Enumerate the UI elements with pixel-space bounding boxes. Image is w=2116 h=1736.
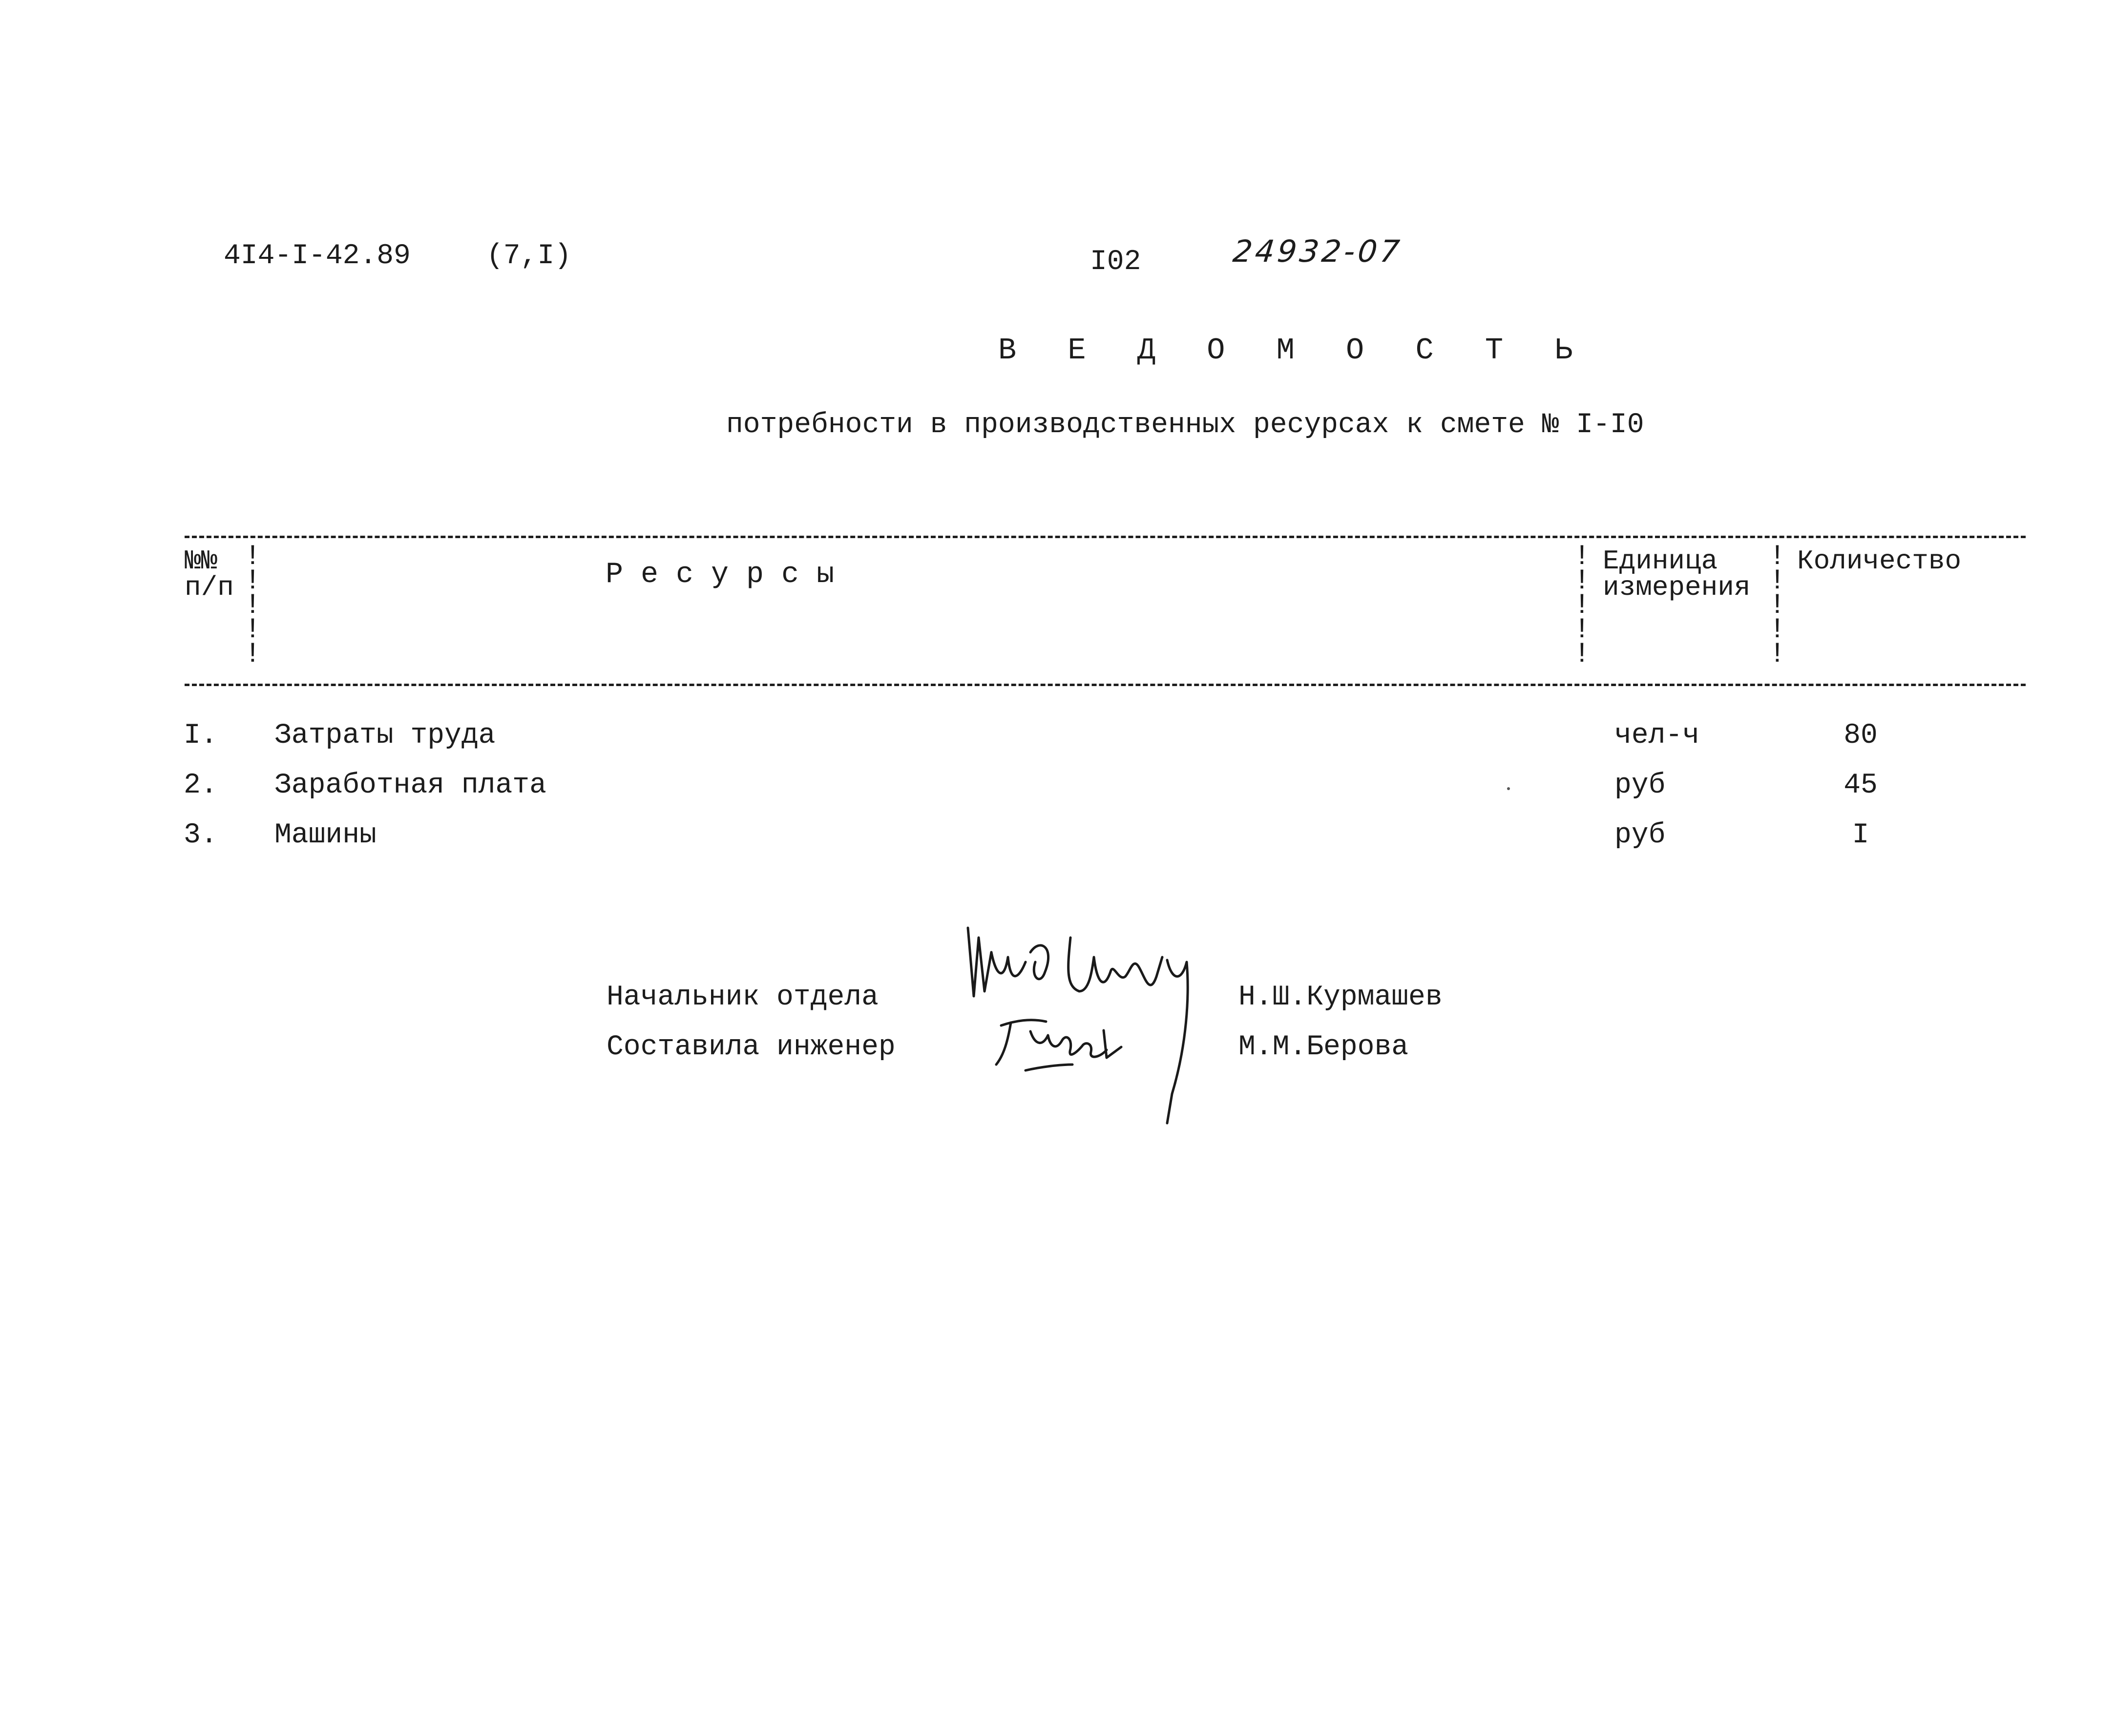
column-separator-1: ! ! ! ! ! <box>244 541 261 670</box>
row-1-name: Затраты труда <box>274 720 496 752</box>
head-of-department-label: Начальник отдела <box>607 982 879 1013</box>
document-code: 4I4-I-42.89 <box>224 240 411 272</box>
column-header-number-line2: п/п <box>185 572 234 603</box>
compiler-name: М.М.Берова <box>1238 1031 1409 1063</box>
table-header-rule <box>185 684 2026 686</box>
handwritten-signatures <box>957 918 1231 1143</box>
column-header-resources: Р е с у р с ы <box>606 558 835 591</box>
row-3-name: Машины <box>274 819 377 851</box>
head-of-department-name: Н.Ш.Курмашев <box>1238 982 1443 1013</box>
column-header-unit-line2: измерения <box>1603 572 1751 603</box>
row-2-number: 2. <box>184 770 218 801</box>
row-2-quantity: 45 <box>1844 770 1878 801</box>
column-separator-3: ! ! ! ! ! <box>1769 541 1786 670</box>
scan-speck <box>1507 787 1510 790</box>
table-top-rule <box>185 536 2026 538</box>
document-title-text: В Е Д О М О С Т Ь <box>998 333 1590 368</box>
column-header-quantity: Количество <box>1797 545 1962 577</box>
compiler-label: Составила инженер <box>607 1031 896 1063</box>
row-1-unit: чел-ч <box>1614 720 1700 752</box>
column-separator-2: ! ! ! ! ! <box>1573 541 1591 670</box>
row-3-quantity: I <box>1852 819 1869 851</box>
row-3-unit: руб <box>1614 819 1666 851</box>
column-header-number-line1: №№ <box>185 545 218 577</box>
document-subtitle: потребности в производственных ресурсах к смете № I-I0 <box>726 409 1644 441</box>
row-2-unit: руб <box>1614 770 1666 801</box>
handwritten-number: 24932-07 <box>1231 233 1404 269</box>
column-header-unit-line1: Единица <box>1603 545 1718 577</box>
row-3-number: 3. <box>184 819 218 851</box>
row-1-number: I. <box>184 720 218 752</box>
page-number: I02 <box>1090 246 1141 278</box>
row-2-name: Заработная плата <box>274 770 546 801</box>
row-1-quantity: 80 <box>1844 720 1878 752</box>
sheet-reference: (7,I) <box>486 240 572 272</box>
